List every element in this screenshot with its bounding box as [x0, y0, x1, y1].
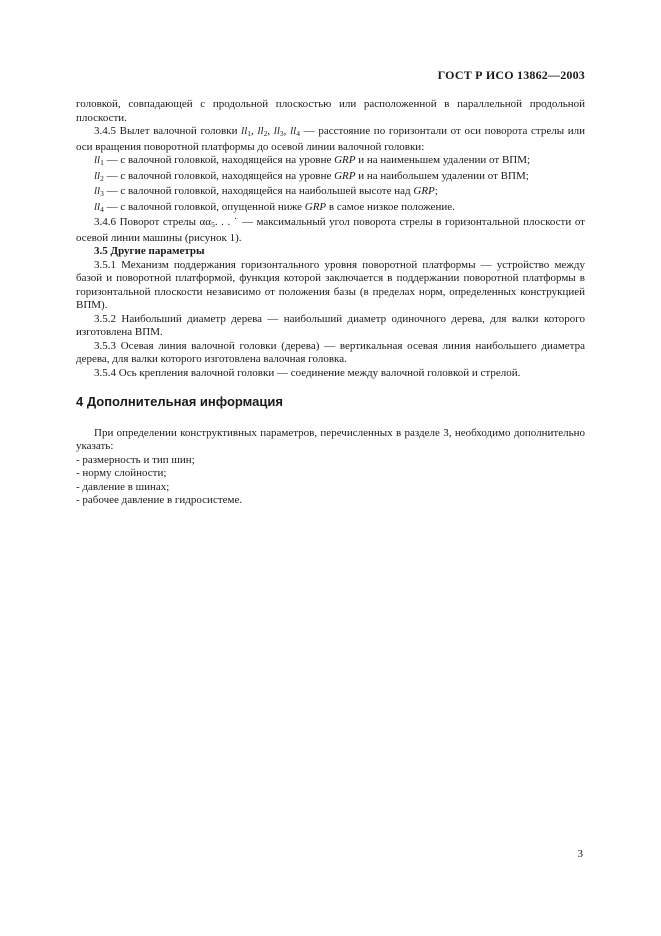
section-heading-4: 4 Дополнительная информация [76, 394, 283, 409]
definition-ll4 [76, 201, 585, 217]
symbol-ll1: ll [241, 125, 248, 137]
page-number: 3 [577, 848, 583, 860]
symbol-ll3: ll [273, 125, 280, 137]
symbol-ll1: ll [94, 154, 101, 166]
symbol-ll2: ll [94, 169, 101, 182]
paragraph-3-5-2: 3.5.2 Наибольший диаметр дерева — наибольший диаметр одиночного дерева, для валки которого изготовлена ВПМ. [76, 312, 585, 338]
definition-ll3 [76, 185, 585, 201]
subsection-heading-3-5: 3.5 Другие параметры [94, 245, 205, 257]
paragraph-3-4-6 [76, 216, 585, 245]
separator: , [283, 125, 291, 137]
paragraph-3-4-5-text-a: 3.4.5 Вылет валочной головки [94, 125, 242, 137]
definition-text-a: — с валочной головкой, находящейся на уровне [103, 154, 335, 166]
subscript-4: 4 [296, 129, 300, 138]
document-body [76, 98, 585, 508]
symbol-ll4: ll [290, 125, 297, 137]
section-4-intro: При определении конструктивных параметров, перечисленных в разделе 3, необходимо дополнительно указать: [76, 426, 585, 452]
list-item: - размерность и тип шин; [76, 453, 195, 466]
subscript-3: 3 [279, 129, 284, 138]
paragraph-3-5-1: 3.5.1 Механизм поддержания горизонтального уровня поворотной платформы — устройство между базой и поворотной платформой, функция которой заключается в поддержании поворотной платформы в горизонтальной плоскости независимо от положения базы (в пределах норм, определенных конструкцией ВПМ). [76, 258, 585, 311]
definition-text-b: в самое низкое положение. [326, 200, 455, 213]
document-header: ГОСТ Р ИСО 13862—2003 [437, 68, 585, 82]
subscript-4: 4 [100, 204, 104, 214]
subscript-3: 3 [100, 189, 104, 198]
subscript-1: 1 [100, 158, 104, 167]
separator: , [267, 125, 274, 137]
definition-text-b: и на наибольшем удалении от ВПМ; [355, 169, 529, 182]
paragraph-3-5-3: 3.5.3 Осевая линия валочной головки (дерева) — вертикальная осевая линия наибольшего диаметра дерева, для валки которого изготовлена валочная головка. [76, 339, 585, 365]
subscript-2: 2 [100, 173, 104, 183]
definition-ll2 [76, 170, 585, 186]
definition-text-a: — с валочной головкой, находящейся на наибольшей высоте над [103, 185, 414, 197]
definition-ll1 [76, 154, 585, 170]
grp-term: GRP [413, 185, 435, 197]
subscript-2: 2 [263, 129, 268, 138]
paragraph-continuation: головкой, совпадающей с продольной плоскостью или расположенной в параллельной продольной плоскости. [76, 98, 585, 124]
list-item: - давление в шинах; [76, 480, 170, 493]
definition-text-b: ; [434, 185, 438, 197]
separator: , [251, 125, 258, 137]
subscript-1: 1 [247, 129, 252, 138]
list-item: - норму слойности; [76, 467, 167, 479]
grp-term: GRP [334, 169, 356, 182]
subscript-5: 5 [211, 220, 215, 229]
definition-text-a: — с валочной головкой, опущенной ниже [103, 200, 305, 213]
symbol-ll2: ll [257, 125, 264, 137]
symbol-ll3: ll [94, 185, 101, 197]
grp-term: GRP [304, 200, 327, 213]
definition-text-a: — с валочной головкой, находящейся на уровне [103, 169, 335, 182]
paragraph-3-4-6-text-a: 3.4.6 Поворот стрелы αα [94, 216, 212, 228]
paragraph-3-4-5-text-b: — расстояние по горизонтали от оси поворота стрелы или оси вращения поворотной платформы до осевой линии валочной головки: [76, 125, 586, 153]
symbol-ll4: ll [94, 200, 101, 213]
paragraph-3-4-6-text-b: . . . ˙ — максимальный угол поворота стрелы в горизонтальной плоскости от осевой линии машины (рисунок 1). [76, 216, 585, 244]
list-item: - рабочее давление в гидросистеме. [76, 494, 243, 506]
paragraph-3-5-4: 3.5.4 Ось крепления валочной головки — соединение между валочной головкой и стрелой. [94, 366, 521, 379]
paragraph-3-4-5 [76, 125, 585, 154]
grp-term: GRP [334, 154, 356, 166]
definition-text-b: и на наименьшем удалении от ВПМ; [355, 154, 531, 166]
